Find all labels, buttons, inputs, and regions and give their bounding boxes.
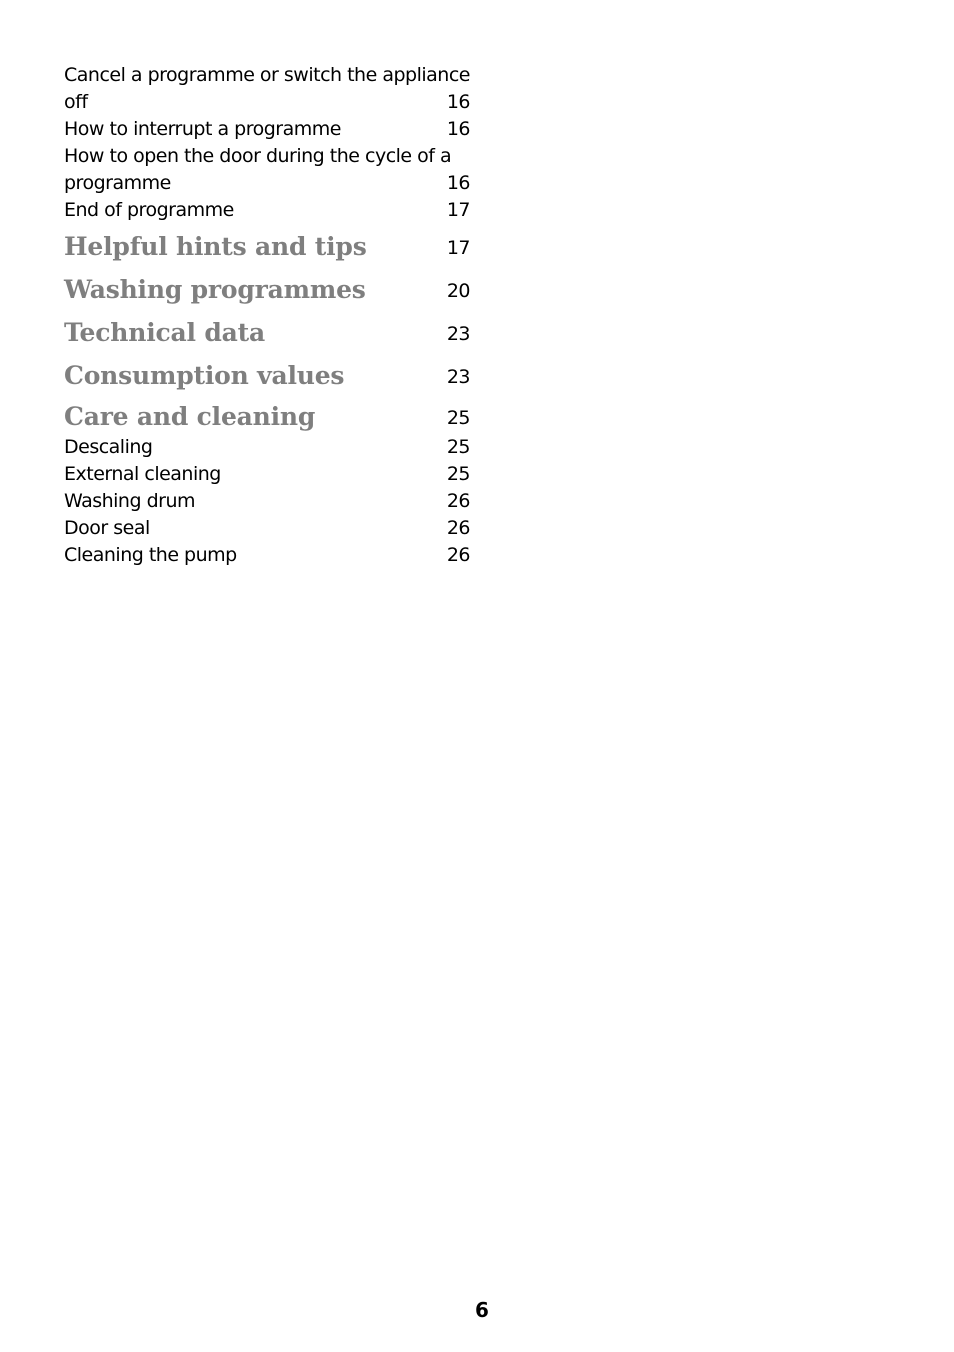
toc-section-care-and-cleaning[interactable]	[64, 393, 470, 434]
toc-entry-page: 26	[446, 490, 470, 512]
toc-entry-page: 26	[446, 517, 470, 539]
toc-entry-page: 26	[446, 544, 470, 566]
toc-entry-title: Door seal	[64, 517, 150, 539]
toc-entry[interactable]	[64, 143, 470, 197]
toc-entry-title: End of programme	[64, 199, 234, 221]
toc-section-page: 23	[446, 366, 470, 388]
toc-entry[interactable]	[64, 62, 470, 116]
toc-entry[interactable]	[64, 434, 470, 461]
toc-entry-title: Cleaning the pump	[64, 544, 237, 566]
toc-section-washing-programmes[interactable]	[64, 264, 470, 307]
toc-entry-page: 25	[446, 463, 470, 485]
toc-entry[interactable]	[64, 197, 470, 224]
toc-entry-page: 16	[446, 118, 470, 140]
toc-entry-title: Cancel a programme or switch the appliance off	[64, 64, 470, 113]
toc-entry-page: 17	[446, 199, 470, 221]
page-number: 6	[475, 1298, 489, 1322]
toc-section-title: Helpful hints and tips	[64, 232, 367, 261]
toc-section-title: Consumption values	[64, 361, 345, 390]
toc-section-helpful-hints[interactable]	[64, 224, 470, 264]
toc-section-consumption-values[interactable]	[64, 350, 470, 393]
toc-section-technical-data[interactable]	[64, 307, 470, 350]
toc-entry-title: Washing drum	[64, 490, 195, 512]
toc-section-title: Care and cleaning	[64, 402, 316, 431]
toc-entry[interactable]	[64, 542, 470, 569]
toc-entry[interactable]	[64, 116, 470, 143]
toc-entry-title: Descaling	[64, 436, 153, 458]
toc-section-page: 20	[446, 280, 470, 302]
toc-entry[interactable]	[64, 488, 470, 515]
toc-section-title: Washing programmes	[64, 275, 366, 304]
toc-entry-page: 25	[446, 436, 470, 458]
toc-entry-title: How to interrupt a programme	[64, 118, 341, 140]
toc-section-page: 23	[446, 323, 470, 345]
toc-entry-title: How to open the door during the cycle of a programme	[64, 145, 452, 194]
toc-entry-page: 16	[446, 172, 470, 194]
toc-entry-page: 16	[446, 91, 470, 113]
toc-section-title: Technical data	[64, 318, 265, 347]
table-of-contents	[64, 62, 470, 569]
toc-entry[interactable]	[64, 515, 470, 542]
toc-section-page: 25	[446, 407, 470, 429]
toc-section-page: 17	[446, 237, 470, 259]
toc-entry-title: External cleaning	[64, 463, 221, 485]
toc-entry[interactable]	[64, 461, 470, 488]
